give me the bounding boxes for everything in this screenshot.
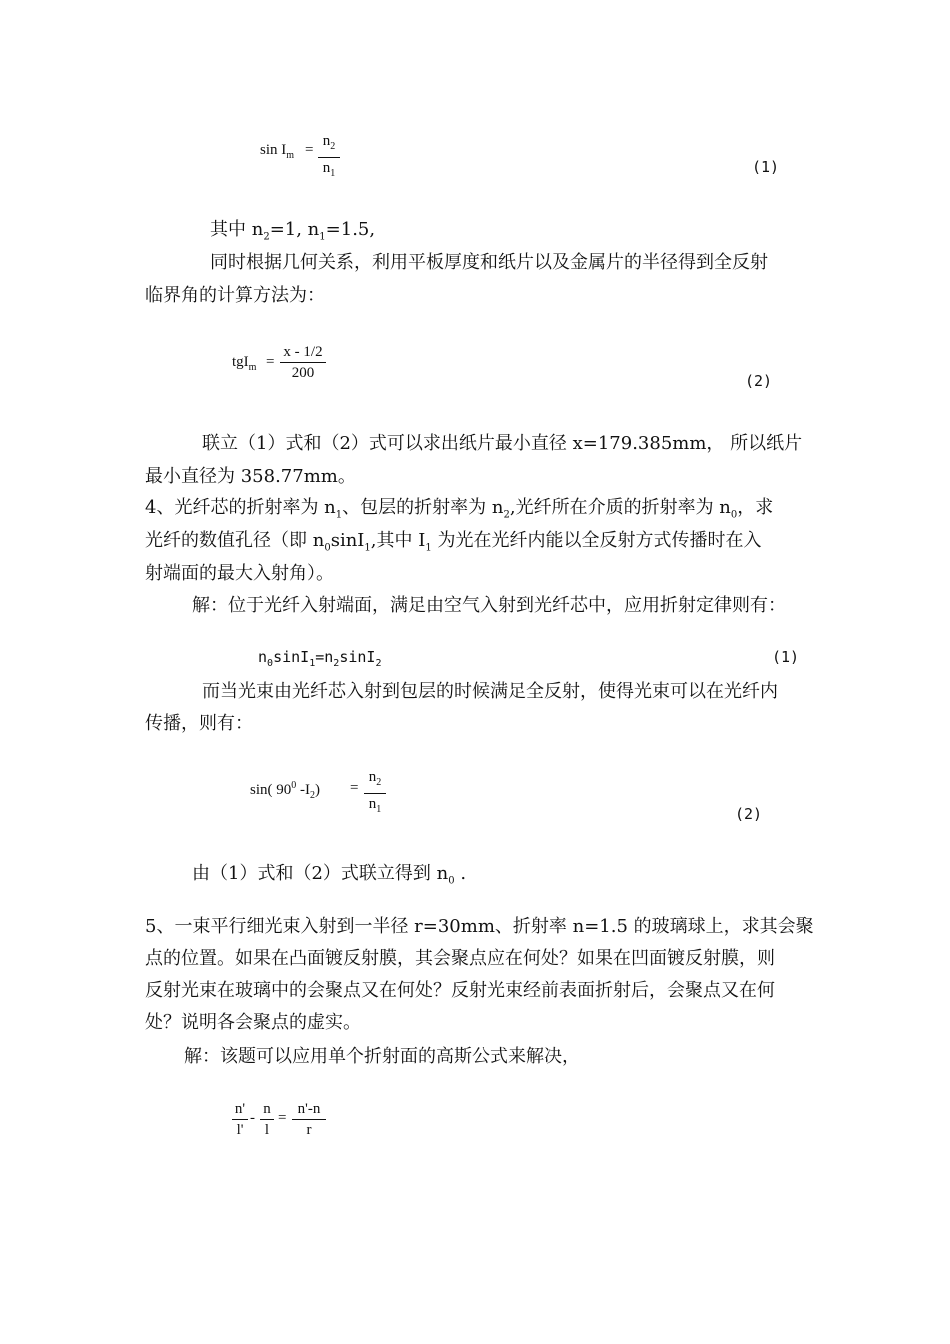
eq1-fraction: $n_2$ $n_1$ [318,132,340,183]
eq4-fraction: $n_2$ $n_1$ [364,768,386,819]
para-geometry-line1: 同时根据几何关系，利用平板厚度和纸片以及金属片的半径得到全反射 [210,252,768,273]
sol5-line1: 解：该题可以应用单个折射面的高斯公式来解决， [184,1046,580,1067]
equation-4: sin( $90^0$ $-I_2$) = $n_2$ $n_1$ [250,768,400,812]
q4-line3: 射端面的最大入射角）。 [145,563,334,584]
para-result-line1: 联立（1）式和（2）式可以求出纸片最小直径 x=179.385mm， 所以纸片 [202,433,803,454]
equation-2: tgI$_m$ = x - 1/2 200 [232,343,342,387]
eq5-fraction-3: n'-n r [292,1100,326,1139]
eq2-number: (2) [745,372,773,390]
para-tir-line2: 传播，则有： [145,713,253,734]
eq1-number: (1) [752,158,780,176]
q5-line4: 处？说明各会聚点的虚实。 [145,1012,361,1033]
q5-line3: 反射光束在玻璃中的会聚点又在何处？反射光束经前表面折射后，会聚点又在何 [145,980,775,1001]
eq2-fraction: x - 1/2 200 [280,343,326,382]
para-combine: 由（1）式和（2）式联立得到 $n_0$ . [192,863,467,887]
q4-line2: 光纤的数值孔径（即 $n_0\sin I_1$,其中 $I_1$ 为光在光纤内能以全反射方式传播时在入 [145,530,762,554]
q4-line1: 4、光纤芯的折射率为 $n_1$、包层的折射率为 $n_2$,光纤所在介质的折射率为 $n_0$，求 [145,497,774,521]
para-result-line2: 最小直径为 358.77mm。 [145,466,356,487]
equation-5: n' l' - n l = n'-n r [232,1100,342,1144]
para-tir-line1: 而当光束由光纤芯入射到包层的时候满足全反射，使得光束可以在光纤内 [202,681,778,702]
equation-3: $n_0\sin I_1=n_2\sin I_2$ [258,648,382,669]
eq1-equals: = [305,142,314,158]
para-geometry-line2: 临界角的计算方法为： [145,285,325,306]
para-values: 其中 $n_2=1$, $n_1=1.5$, [210,219,376,243]
eq4-number: (2) [735,805,763,823]
equation-1 [260,132,350,179]
q5-line1: 5、一束平行细光束入射到一半径 r=30mm、折射率 n=1.5 的玻璃球上，求其会聚 [145,916,814,937]
sol4-line1: 解：位于光纤入射端面，满足由空气入射到光纤芯中，应用折射定律则有： [192,595,786,616]
eq5-fraction-2: n l [260,1100,274,1139]
q5-line2: 点的位置。如果在凸面镀反射膜，其会聚点应在何处？如果在凹面镀反射膜，则 [145,948,775,969]
eq1-lhs: $\sin I_m$ [260,142,295,161]
eq3-number: (1) [772,648,800,666]
eq5-fraction-1: n' l' [232,1100,248,1139]
